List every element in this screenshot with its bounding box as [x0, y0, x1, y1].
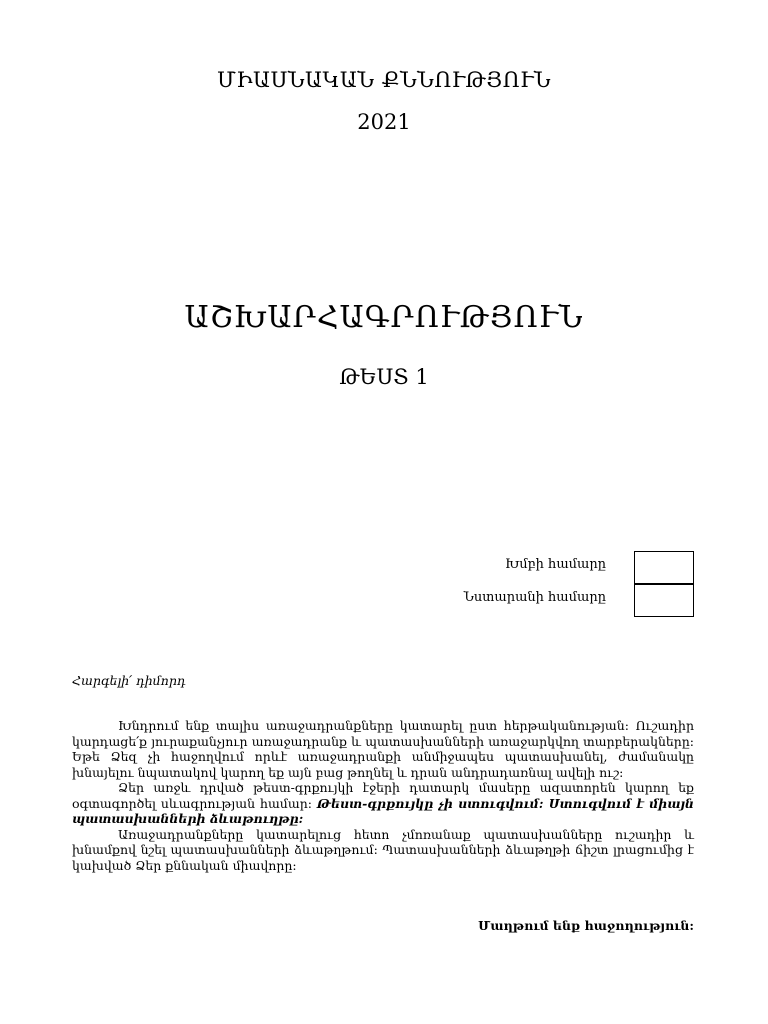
exam-year: 2021 [357, 110, 411, 134]
test-variant-label: ԹԵՍՏ 1 [339, 365, 429, 389]
seat-number-box[interactable] [634, 584, 694, 617]
instructions-block [72, 718, 694, 873]
seat-number-label: Նստարանի համարը [463, 590, 606, 605]
instructions-paragraph-1: Խնդրում ենք տալիս առաջադրանքները կատարել ըստ հերթականության: Ուշադիր կարդացե՛ք յուրաքանչյուր առաջադրանք և պատասխանների առաջարկվող տարբերակները: Եթե Ձեզ չի հաջողվում որևէ առաջադրանքի անմիջապես պատասխանել, ժամանակը խնայելու նպատակով կարող եք այն բաց թողնել և դրան անդրադառնալ ավելի ուշ: [72, 718, 694, 780]
closing-wish: Մաղթում ենք հաջողություն: [478, 918, 694, 933]
group-number-row [300, 551, 694, 584]
subject-title: ԱՇԽԱՐՀԱԳՐՈՒԹՅՈՒՆ [184, 300, 584, 335]
salutation: Հարգելի՛ դիմորդ [72, 673, 186, 688]
instructions-paragraph-2 [72, 780, 694, 827]
seat-number-row [300, 584, 694, 617]
instructions-paragraph-2-text: Ձեր առջև դրված թեստ-գրքույկի էջերի դատարկ մասերը ազատորեն կարող եք օգտագործել սևագրության համար: [72, 780, 694, 811]
group-number-box[interactable] [634, 551, 694, 584]
group-number-label: Խմբի համարը [505, 557, 606, 572]
exam-title: ՄԻԱՍՆԱԿԱՆ ՔՆՆՈՒԹՅՈՒՆ [216, 68, 551, 92]
instructions-paragraph-3: Առաջադրանքները կատարելուց հետո չմոռանաք պատասխանները ուշադիր և խնամքով նշել պատասխանների ձևաթղթում: Պատասխանների ձևաթղթի ճիշտ լրացումից է կախված Ձեր քննական միավորը: [72, 826, 694, 873]
instructions-paragraph-2-emphasis: Թեստ-գրքույկը չի ստուգվում: Ստուգվում է միայն պատասխանների ձևաթուղթը: [72, 795, 695, 826]
